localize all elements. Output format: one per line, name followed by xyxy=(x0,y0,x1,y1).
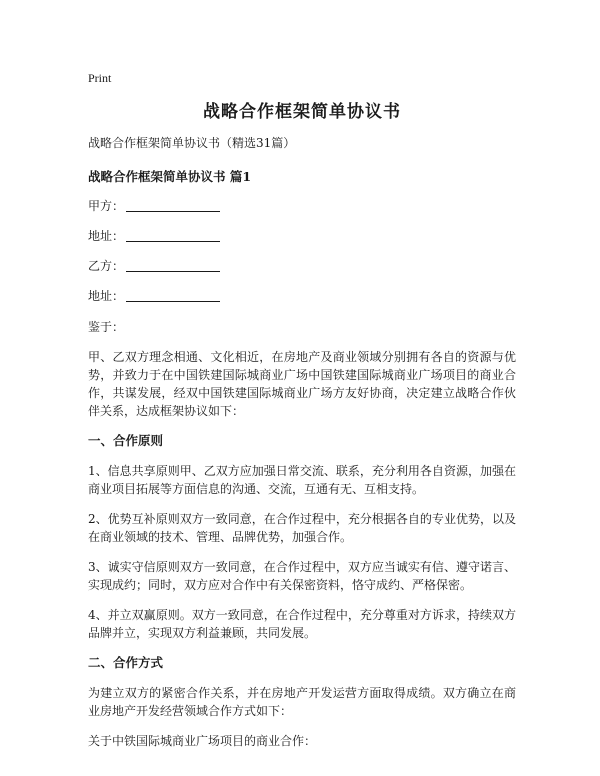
party-a-address-blank-line xyxy=(126,240,220,242)
section-2-title: 二、合作方式 xyxy=(88,655,164,670)
party-b-address-blank-line xyxy=(126,300,220,302)
section-1-item-1: 1、信息共享原则甲、乙双方应加强日常交流、联系，充分利用各自资源，加强在商业项目拓展等方面信息的沟通、交流，互通有无、互相支持。 xyxy=(88,464,516,496)
intro-paragraph: 甲、乙双方理念相通、文化相近，在房地产及商业领域分别拥有各自的资源与优势，并致力于在中国铁建国际城商业广场中国铁建国际城商业广场项目的商业合作，共谋发展，经双中国铁建国际城商业广场方友好协商，决定建立战略合作伙伴关系，达成框架协议如下： xyxy=(88,350,516,418)
party-b-blank-line xyxy=(126,270,220,272)
party-a-address-label: 地址： xyxy=(88,229,125,243)
party-a-blank-line xyxy=(126,210,220,212)
section-2-item-2: 关于中铁国际城商业广场项目的商业合作： xyxy=(88,734,317,748)
document-title: 战略合作框架简单协议书 xyxy=(203,102,401,122)
party-a-label: 甲方： xyxy=(88,199,125,213)
document-subtitle: 战略合作框架简单协议书（精选31篇） xyxy=(88,136,296,150)
party-b-label: 乙方： xyxy=(88,259,125,273)
section-1-title: 一、合作原则 xyxy=(88,433,164,448)
section-1-item-4: 4、并立双赢原则。双方一致同意，在合作过程中，充分尊重对方诉求，持续双方品牌并立，实现双方利益兼顾，共同发展。 xyxy=(88,608,516,640)
section-2-item-1: 为建立双方的紧密合作关系，并在房地产开发运营方面取得成绩。双方确立在商业房地产开发经营领域合作方式如下： xyxy=(88,686,516,718)
party-b-field xyxy=(88,258,516,274)
party-a-field xyxy=(88,198,516,214)
party-b-address-field xyxy=(88,288,516,304)
party-a-address-field xyxy=(88,228,516,244)
section-1-item-2: 2、优势互补原则双方一致同意，在合作过程中，充分根据各自的专业优势，以及在商业领域的技术、管理、品牌优势，加强合作。 xyxy=(88,512,516,544)
print-label: Print xyxy=(88,71,112,85)
section-1-item-3: 3、诚实守信原则双方一致同意，在合作过程中，双方应当诚实有信、遵守诺言、实现成约；同时，双方应对合作中有关保密资料，恪守成约、严格保密。 xyxy=(88,560,516,592)
whereas-label: 鉴于： xyxy=(88,320,125,334)
party-b-address-label: 地址： xyxy=(88,289,125,303)
part-heading: 战略合作框架简单协议书 篇1 xyxy=(88,169,252,184)
